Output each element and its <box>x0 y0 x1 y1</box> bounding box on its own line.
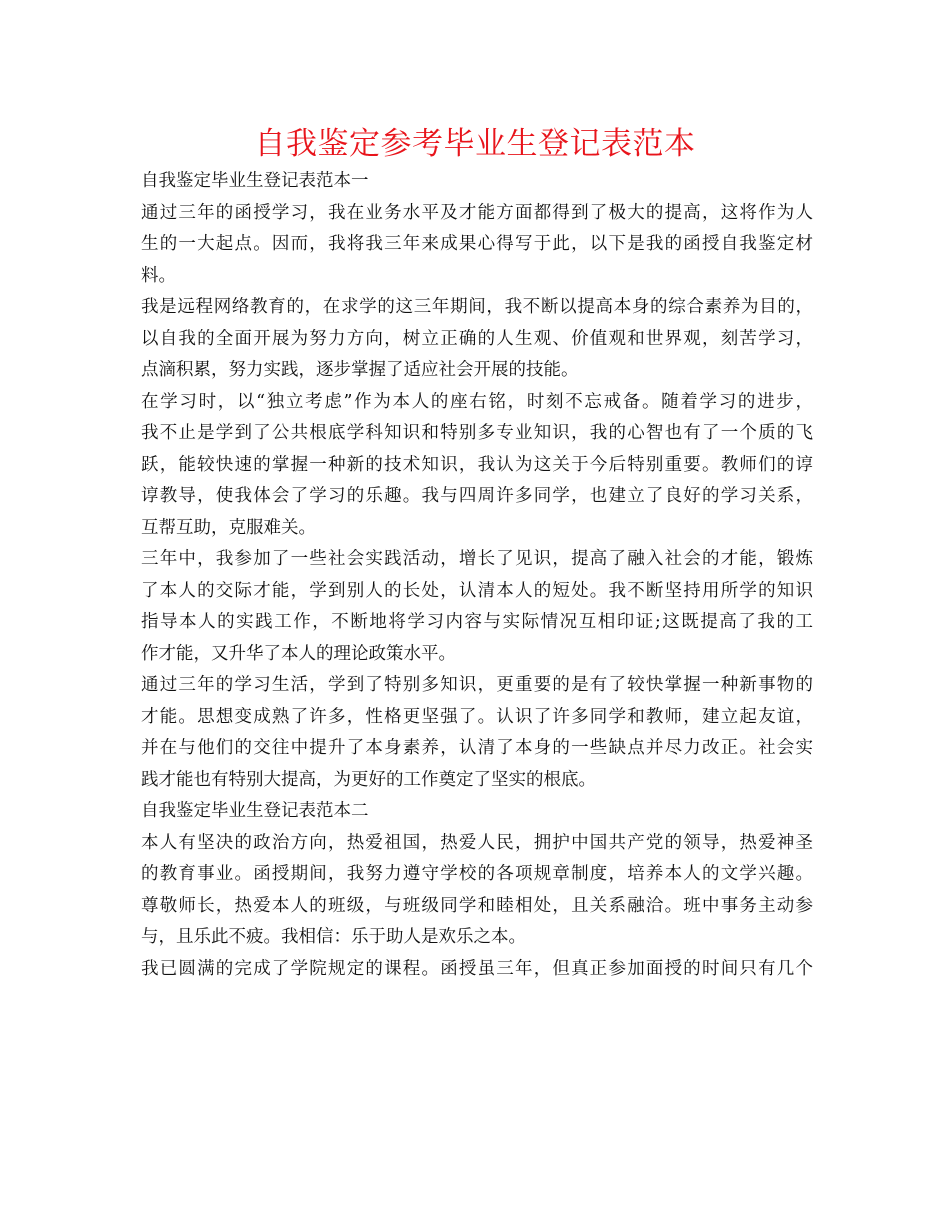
text-line: 三年中，我参加了一些社会实践活动，增长了见识，提高了融入社会的才能，锻炼 <box>141 549 813 569</box>
text-line: 本人有坚决的政治方向，热爱祖国，热爱人民，拥护中国共产党的领导，热爱神圣 <box>141 832 813 853</box>
text-line: 了本人的交际才能，学到别人的长处，认清本人的短处。我不断坚持用所学的知识 <box>141 580 813 601</box>
text-line: 料。 <box>141 265 176 286</box>
text-line: 我已圆满的完成了学院规定的课程。函授虽三年，但真正参加面授的时间只有几个 <box>141 958 813 979</box>
text-line: 践才能也有特别大提高，为更好的工作奠定了坚实的根底。 <box>141 769 596 790</box>
text-line: 才能。思想变成熟了许多，性格更坚强了。认识了许多同学和教师，建立起友谊， <box>141 706 813 727</box>
text-line: 谆教导，使我体会了学习的乐趣。我与四周许多同学，也建立了良好的学习关系， <box>141 486 813 506</box>
document-title: 自我鉴定参考毕业生登记表范本 <box>254 126 696 162</box>
text-line: 以自我的全面开展为努力方向，树立正确的人生观、价值观和世界观，刻苦学习， <box>141 328 813 349</box>
text-line: 互帮互助，克服难关。 <box>141 517 316 538</box>
text-line: 自我鉴定毕业生登记表范本一 <box>141 171 369 191</box>
text-line: 并在与他们的交往中提升了本身素养，认清了本身的一些缺点并尽力改正。社会实 <box>141 738 813 758</box>
text-line: 我是远程网络教育的，在求学的这三年期间，我不断以提高本身的综合素养为目的， <box>141 297 813 317</box>
text-line: 作才能，又升华了本人的理论政策水平。 <box>141 643 456 664</box>
text-line: 生的一大起点。因而，我将我三年来成果心得写于此，以下是我的函授自我鉴定材 <box>141 234 813 254</box>
text-line: 点滴积累，努力实践，逐步掌握了适应社会开展的技能。 <box>141 360 579 380</box>
text-line: 的教育事业。函授期间，我努力遵守学校的各项规章制度，培养本人的文学兴趣。 <box>141 864 813 884</box>
text-line: 跃，能较快速的掌握一种新的技术知识，我认为这关于今后特别重要。教师们的谆 <box>141 454 813 475</box>
text-line: 通过三年的函授学习，我在业务水平及才能方面都得到了极大的提高，这将作为人 <box>141 202 813 223</box>
text-line: 与，且乐此不疲。我相信：乐于助人是欢乐之本。 <box>141 927 526 947</box>
document-body <box>141 166 813 985</box>
text-line: 在学习时，以“独立考虑”作为本人的座右铭，时刻不忘戒备。随着学习的进步， <box>141 391 813 412</box>
text-line: 自我鉴定毕业生登记表范本二 <box>141 801 369 821</box>
text-line: 指导本人的实践工作，不断地将学习内容与实际情况互相印证;这既提高了我的工 <box>141 612 813 632</box>
text-line: 我不止是学到了公共根底学科知识和特别多专业知识，我的心智也有了一个质的飞 <box>141 423 813 443</box>
text-line: 通过三年的学习生活，学到了特别多知识，更重要的是有了较快掌握一种新事物的 <box>141 675 813 695</box>
text-line: 尊敬师长，热爱本人的班级，与班级同学和睦相处，且关系融洽。班中事务主动参 <box>141 895 813 916</box>
